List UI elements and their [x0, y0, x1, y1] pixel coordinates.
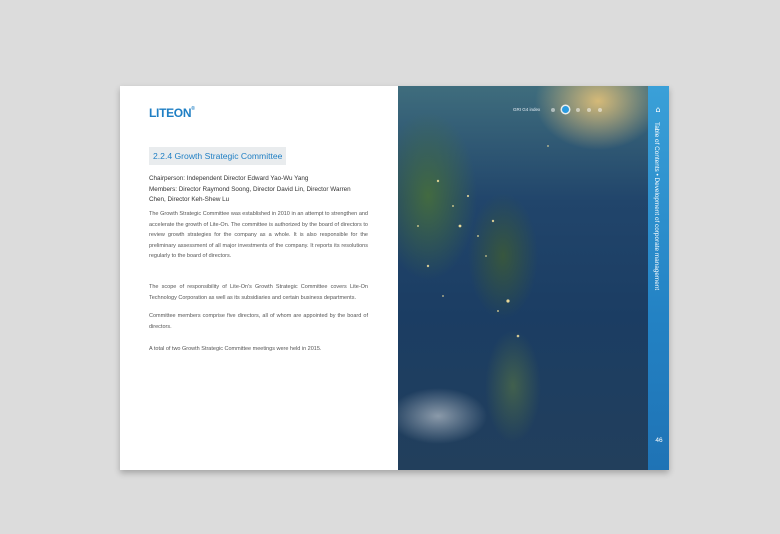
gri-index-link[interactable]: GRI G4 index: [513, 107, 541, 112]
earth-night-image: [398, 86, 648, 470]
paragraph-composition: Committee members comprise five directors, all of whom are appointed by the board of directors.: [149, 313, 368, 330]
chapter-title: Table of Contents • Development of corporate management: [653, 122, 660, 291]
chapter-side-tab[interactable]: [648, 86, 669, 470]
liteon-logo: LITEON®: [149, 106, 195, 120]
chairperson-line: Chairperson: Independent Director Edward Yao-Wu Yang: [149, 175, 309, 182]
nav-dot-1[interactable]: [551, 108, 555, 112]
home-icon[interactable]: ⌂: [655, 105, 661, 114]
page-navigation: [513, 106, 602, 113]
nav-dot-3[interactable]: [576, 108, 580, 112]
members-line: Members: Director Raymond Soong, Director David Lin, Director Warren Chen, Director Keh-Shew Lu: [149, 185, 351, 204]
paragraph-meetings: A total of two Growth Strategic Committee meetings were held in 2015.: [149, 346, 322, 352]
page-number: 46: [655, 437, 663, 444]
nav-dot-2-active[interactable]: [562, 106, 569, 113]
committee-members-block: [149, 174, 369, 206]
document-spread: [120, 86, 669, 470]
left-page: [120, 86, 398, 470]
nav-dot-4[interactable]: [587, 108, 591, 112]
section-title: 2.2.4 Growth Strategic Committee: [149, 147, 286, 165]
paragraph-scope: The scope of responsibility of Lite-On's Growth Strategic Committee covers Lite-On Technology Corporation as well as its subsidiaries and certain business departments.: [149, 284, 368, 301]
city-lights-overlay: [398, 86, 648, 470]
nav-dot-5[interactable]: [598, 108, 602, 112]
paragraph-establishment: The Growth Strategic Committee was established in 2010 in an attempt to strengthen and accelerate the growth of Lite-On. The committee is authorized by the board of directors to review growth strategies for the company as a whole. It is also responsible for the preliminary assessment of all major investments of the company. It reports its resolutions regularly to the board of directors.: [149, 211, 368, 259]
